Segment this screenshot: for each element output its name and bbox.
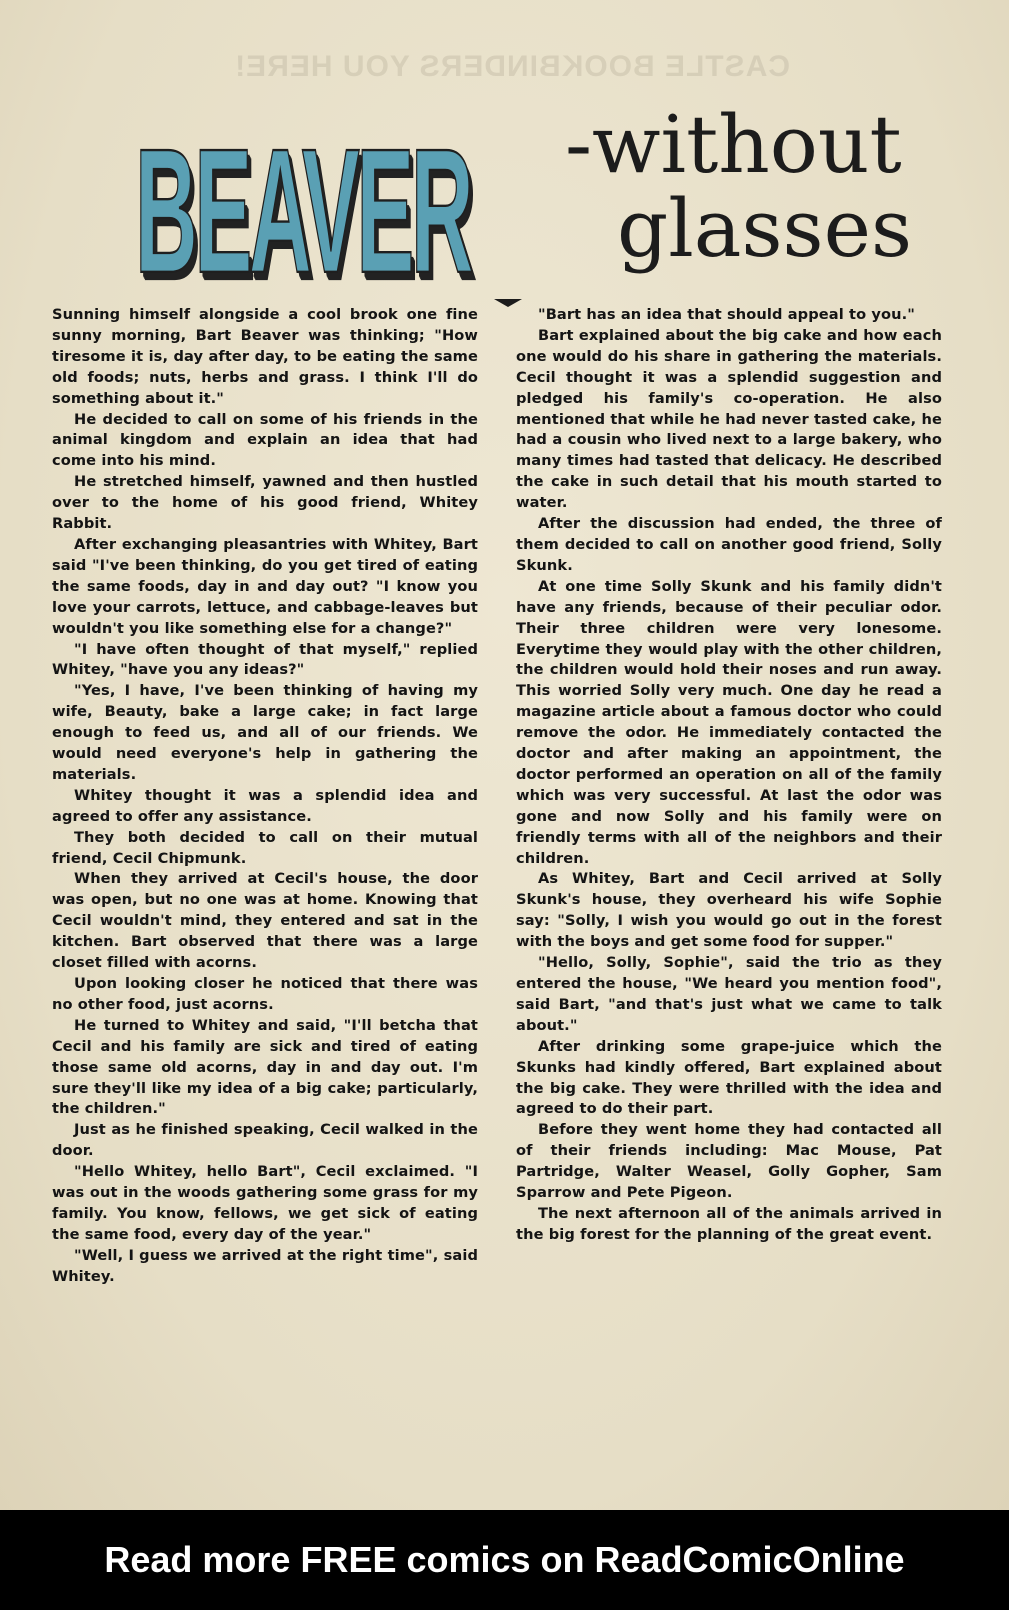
- paragraph: "Hello Whitey, hello Bart", Cecil exclaimed. "I was out in the woods gathering some grass for my family. You know, fellows, we get sick of eating the same food, every day of the year.": [52, 1163, 478, 1243]
- title-beaver: BEAVER: [135, 111, 471, 310]
- paragraph: When they arrived at Cecil's house, the door was open, but no one was at home. Knowing that Cecil wouldn't mind, they entered and sat in the kitchen. Bart observed that there was a large closet filled with acorns.: [52, 870, 478, 972]
- story-column-right: [516, 305, 942, 1246]
- paragraph: After exchanging pleasantries with Whitey, Bart said "I've been thinking, do you get tired of eating the same foods, day in and day out? "I know you love your carrots, lettuce, and cabbage-leaves but wouldn't you like something else for a change?": [52, 535, 478, 637]
- paragraph: Bart explained about the big cake and how each one would do his share in gathering the materials. Cecil thought it was a splendid suggestion and pledged his family's co-operation. He also mentioned that while he had never tasted cake, he had a cousin who lived next to a large bakery, who many times had tasted that delicacy. He described the cake in such detail that his mouth started to water.: [516, 326, 942, 512]
- story-column-left: [52, 305, 478, 1288]
- title-subtitle-line1: -without: [565, 98, 902, 191]
- paragraph: "Yes, I have, I've been thinking of having my wife, Beauty, bake a large cake; in fact large enough to feed us, and all of our friends. We would need everyone's help in gathering the materials.: [52, 682, 478, 783]
- paragraph: "Bart has an idea that should appeal to you.": [538, 306, 915, 323]
- paragraph: Upon looking closer he noticed that there was no other food, just acorns.: [52, 975, 478, 1013]
- paragraph: Just as he finished speaking, Cecil walked in the door.: [52, 1121, 478, 1160]
- title-subtitle-line2: glasses: [617, 182, 912, 275]
- paragraph: As Whitey, Bart and Cecil arrived at Solly Skunk's house, they overheard his wife Sophie say: "Solly, I wish you would go out in the forest with the boys and get some food for supper.": [516, 870, 942, 951]
- bleed-through-text: CASTLE BOOKBINDERS YOU HERE!: [234, 50, 790, 83]
- story-title: [135, 98, 912, 310]
- promo-banner-text[interactable]: Read more FREE comics on ReadComicOnline: [104, 1539, 905, 1580]
- paragraph: Before they went home they had contacted all of their friends including: Mac Mouse, Pat Partridge, Walter Weasel, Golly Gopher, Sam Sparrow and Pete Pigeon.: [516, 1121, 942, 1202]
- paragraph: "Hello, Solly, Sophie", said the trio as they entered the house, "We heard you mention food", said Bart, "and that's just what we came to talk about.": [516, 954, 942, 1034]
- paragraph: They both decided to call on their mutual friend, Cecil Chipmunk.: [52, 828, 478, 867]
- paragraph: After drinking some grape-juice which the Skunks had kindly offered, Bart explained about the big cake. They were thrilled with the idea and agreed to do their part.: [516, 1037, 942, 1118]
- paragraph: Sunning himself alongside a cool brook one fine sunny morning, Bart Beaver was thinking; "How tiresome it is, day after day, to be eating the same old foods; nuts, herbs and grass. I think I'll do something about it.": [52, 306, 478, 407]
- paragraph: "I have often thought of that myself," replied Whitey, "have you any ideas?": [52, 640, 478, 679]
- paragraph: Whitey thought it was a splendid idea and agreed to offer any assistance.: [52, 786, 478, 825]
- paragraph: He decided to call on some of his friends in the animal kingdom and explain an idea that had come into his mind.: [52, 410, 478, 470]
- paragraph: The next afternoon all of the animals arrived in the big forest for the planning of the great event.: [516, 1204, 942, 1243]
- paragraph: At one time Solly Skunk and his family didn't have any friends, because of their peculiar odor. Their three children were very lonesome. Everytime they would play with the other children, the children would hold their noses and run away. This worried Solly very much. One day he read a magazine article about a famous doctor who could remove the odor. He immediately contacted the doctor and after making an appointment, the doctor performed an operation on all of the family which was very successful. At last the odor was gone and now Solly and his family were on friendly terms with all of the neighbors and their children.: [516, 577, 942, 867]
- promo-banner[interactable]: [0, 1510, 1009, 1610]
- paragraph: After the discussion had ended, the three of them decided to call on another good friend, Solly Skunk.: [516, 515, 942, 574]
- paragraph: "Well, I guess we arrived at the right time", said Whitey.: [52, 1246, 478, 1285]
- paragraph: He turned to Whitey and said, "I'll betcha that Cecil and his family are sick and tired of eating those same old acorns, day in and day out. I'm sure they'll like my idea of a big cake; particularly, the children.": [52, 1016, 478, 1118]
- paragraph: He stretched himself, yawned and then hustled over to the home of his good friend, Whitey Rabbit.: [52, 473, 478, 533]
